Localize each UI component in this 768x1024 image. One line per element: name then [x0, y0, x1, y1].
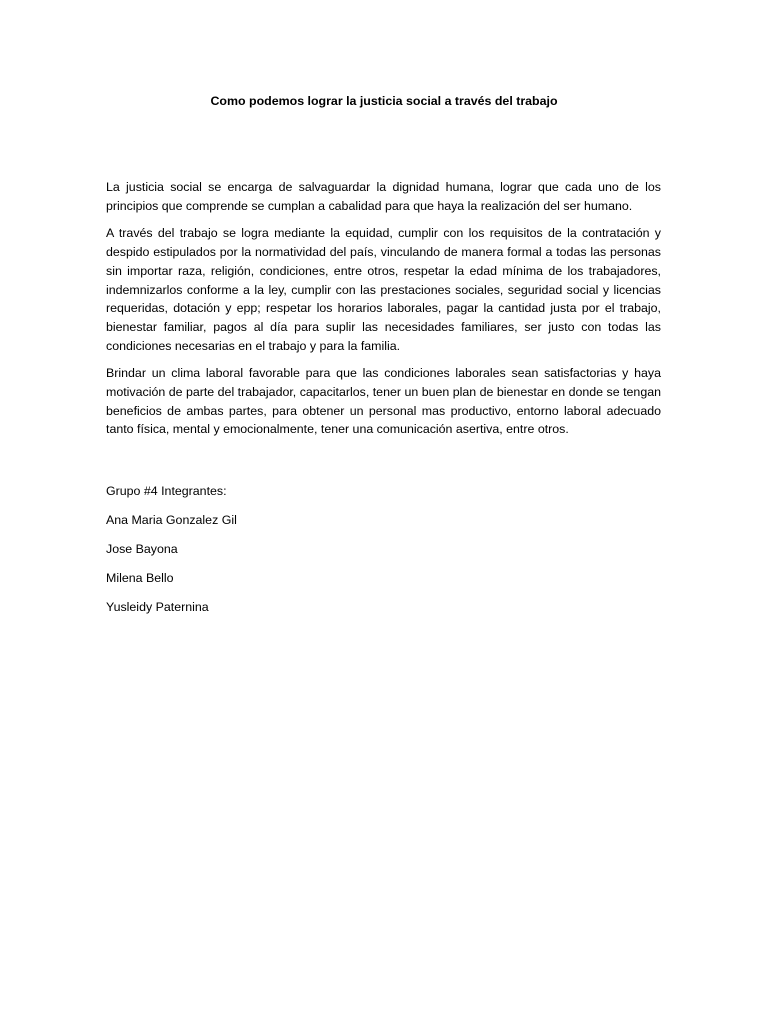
- member-name: Ana Maria Gonzalez Gil: [106, 513, 237, 527]
- document-title: Como podemos lograr la justicia social a través del trabajo: [210, 94, 558, 108]
- paragraph-3: Brindar un clima laboral favorable para que las condiciones laborales sean satisfactorias y haya motivación de parte del trabajador, capacitarlos, tener un buen plan de bienestar en donde se tengan beneficios de ambas partes, para obtener un personal mas productivo, entorno laboral adecuado tanto física, mental y emocionalmente, tener una comunicación asertiva, entre otros.: [106, 366, 661, 437]
- document-body: [106, 178, 661, 448]
- paragraph-1: La justicia social se encarga de salvaguardar la dignidad humana, lograr que cada uno de los principios que comprende se cumplan a cabalidad para que haya la realización del ser humano.: [106, 180, 661, 213]
- member-name: Yusleidy Paternina: [106, 600, 209, 614]
- paragraph-2: A través del trabajo se logra mediante la equidad, cumplir con los requisitos de la contratación y despido estipulados por la normatividad del país, vinculando de manera formal a todas las personas sin importar raza, religión, condiciones, entre otros, respetar la edad mínima de los trabajadores, indemnizarlos conforme a la ley, cumplir con las prestaciones sociales, seguridad social y licencias requeridas, dotación y epp; respetar los horarios laborales, pagar la cantidad justa por el trabajo, bienestar familiar, pagos al día para suplir las necesidades familiares, ser justo con todas las condiciones necesarias en el trabajo y para la familia.: [106, 226, 661, 353]
- member-name: Jose Bayona: [106, 542, 178, 556]
- group-members: [106, 482, 662, 627]
- group-heading: Grupo #4 Integrantes:: [106, 484, 227, 498]
- member-name: Milena Bello: [106, 571, 174, 585]
